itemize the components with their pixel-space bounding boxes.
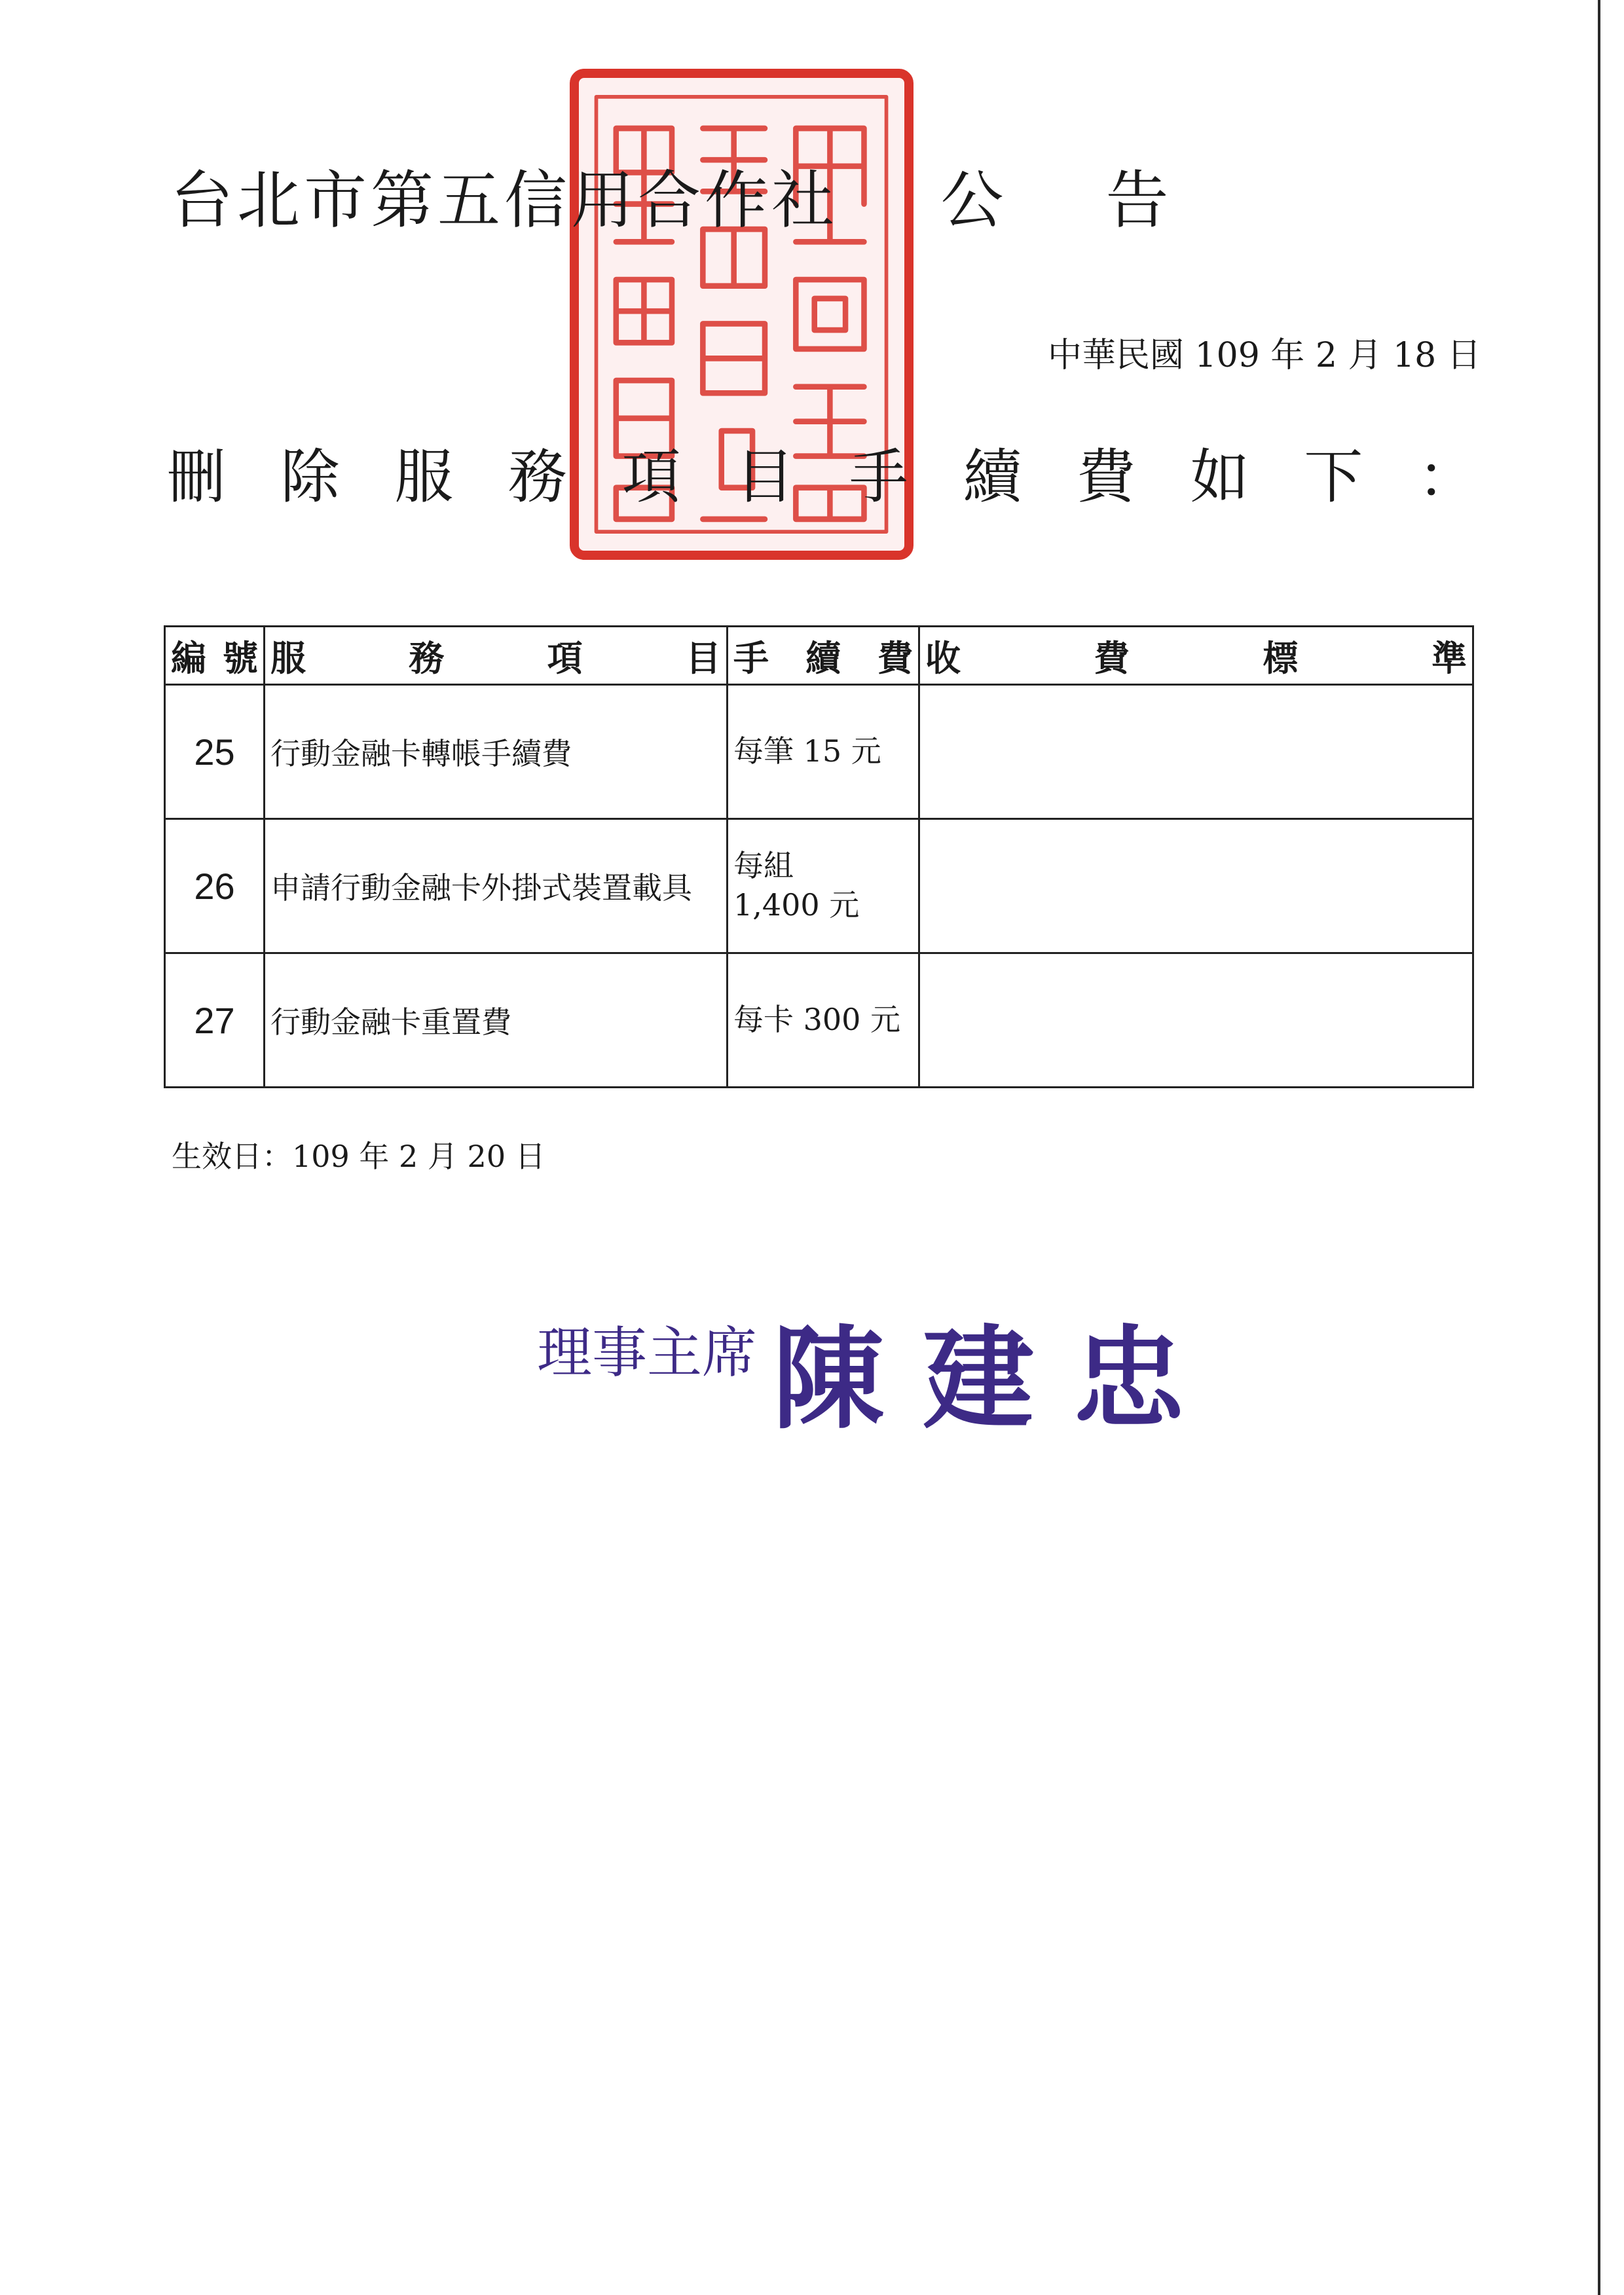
chairman-signature-stamp [537,1293,1198,1450]
header-char: 費 [1094,636,1130,679]
header-char: 編 [171,636,206,679]
fee-table [164,625,1474,1088]
organization-name: 台北市第五信用合作社 [170,164,838,237]
table-row [165,953,1473,1088]
header-char: 續 [805,636,841,679]
notice-date: 中華民國 109 年 2 月 18 日 [1048,336,1481,375]
signature-name: 陳 建 忠 [773,1313,1185,1444]
header-char: 務 [409,636,445,679]
subtitle-char: 除 [280,443,340,511]
row-number: 27 [165,953,265,1088]
row-standard [919,685,1473,819]
row-number: 26 [165,819,265,953]
row-service: 行動金融卡重置費 [265,953,728,1088]
subtitle-char: 目 [735,443,795,511]
fee-line: 每卡 300 元 [733,1002,901,1038]
table-header-row [165,627,1473,685]
header-standard [919,627,1473,685]
subtitle-char: 項 [621,443,681,511]
row-service: 行動金融卡轉帳手續費 [265,685,728,819]
row-fee [728,953,919,1088]
title-char-1: 公 [940,164,1008,237]
notice-subtitle [167,429,1477,514]
header-char: 費 [877,636,913,679]
header-char: 收 [925,636,961,679]
row-fee [728,819,919,953]
row-service: 申請行動金融卡外掛式裝置載具 [265,819,728,953]
signature-title: 理事主席 [537,1321,758,1385]
subtitle-char: 刪 [167,443,226,511]
subtitle-char: 費 [1077,443,1135,511]
header-char: 標 [1263,636,1299,679]
header-char: 手 [733,636,769,679]
subtitle-char: 下 [1304,443,1363,511]
subtitle-char: 務 [507,443,567,511]
header-char: 項 [547,636,583,679]
header-service [265,627,728,685]
row-number: 25 [165,685,265,819]
row-standard [919,819,1473,953]
row-fee [728,685,919,819]
fee-line: 每組 [733,848,794,884]
effective-date: 生效日：109 年 2 月 20 日 [172,1139,545,1174]
subtitle-char: ： [1417,443,1477,511]
header-char: 準 [1431,636,1467,679]
fee-line: 每筆 15 元 [733,733,881,769]
fee-line: 1,400 元 [733,887,860,923]
row-standard [919,953,1473,1088]
subtitle-char: 續 [963,443,1022,511]
table-row [165,819,1473,953]
header-fee [728,627,919,685]
header-char: 目 [685,636,721,679]
header-char: 服 [270,636,306,679]
title-char-2: 告 [1105,164,1173,237]
subtitle-char: 服 [394,443,454,511]
page-edge [1598,0,1600,2295]
subtitle-char: 手 [849,443,908,511]
header-char: 號 [223,636,258,679]
notice-title [170,151,1271,240]
subtitle-char: 如 [1190,443,1249,511]
table-row [165,685,1473,819]
header-number [165,627,265,685]
